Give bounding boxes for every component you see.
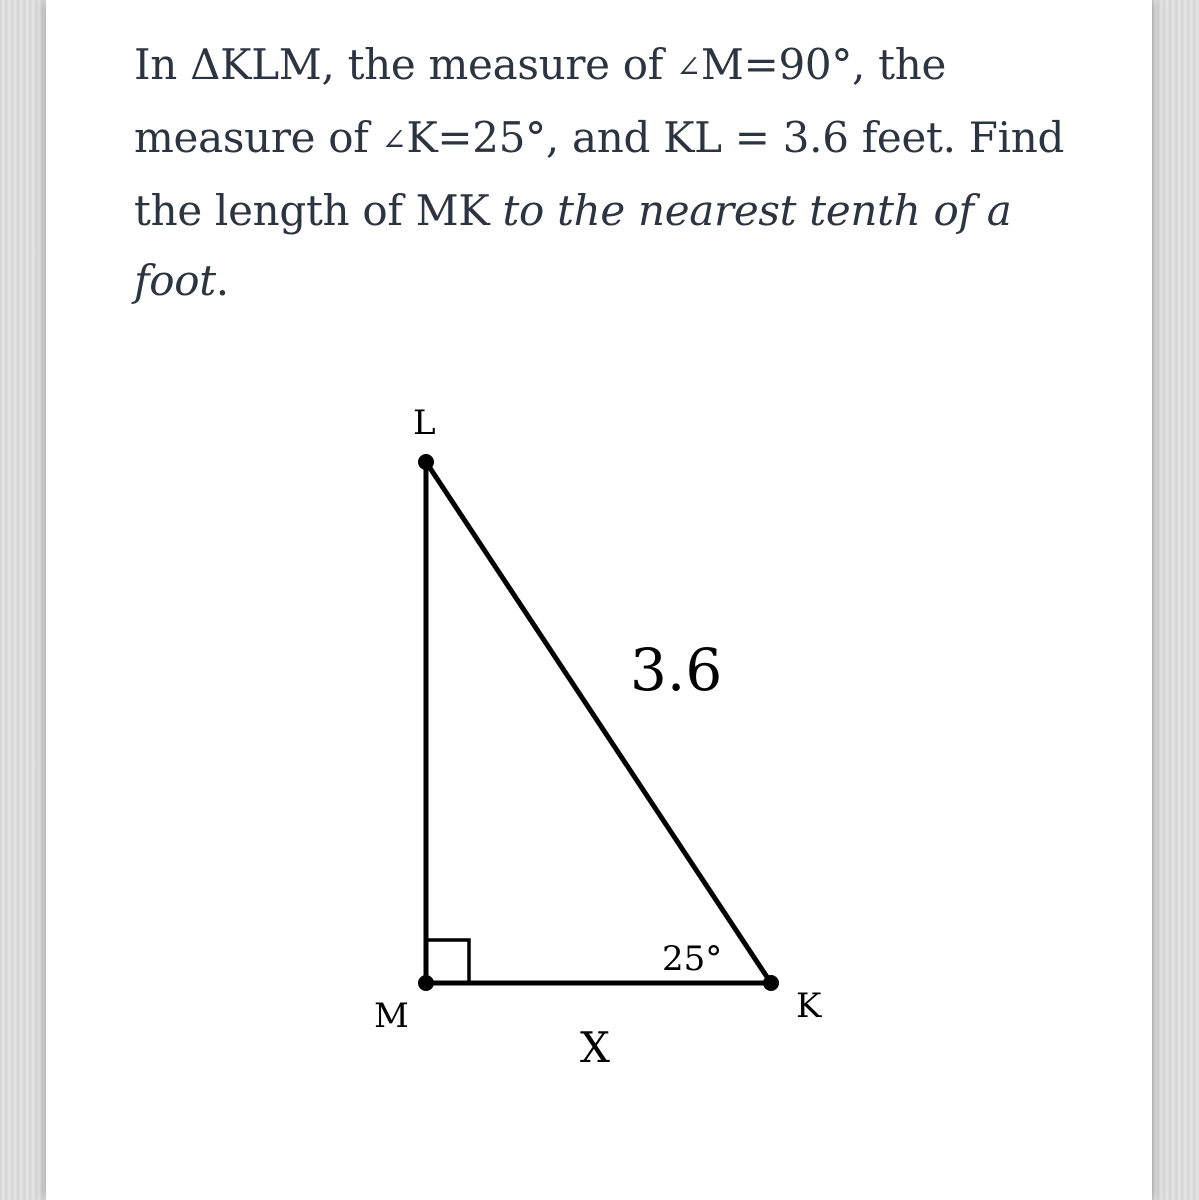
question-emphasis: to the nearest tenth of a foot bbox=[134, 186, 1012, 305]
question-part-1: In ΔKLM, the measure of bbox=[134, 40, 677, 89]
angle-k-label: 25° bbox=[662, 939, 723, 979]
question-part-2: M=90°, the measure of bbox=[134, 40, 946, 162]
vertex-point-l bbox=[418, 454, 434, 470]
vertex-point-k bbox=[763, 975, 779, 991]
vertex-label-l: L bbox=[413, 403, 436, 443]
hypotenuse-length-label: 3.6 bbox=[630, 636, 723, 704]
worksheet-page bbox=[46, 0, 1152, 1200]
triangle-diagram bbox=[46, 0, 1152, 1200]
question-part-3: K=25°, and KL = 3.6 feet. Find the length of MK bbox=[134, 113, 1065, 235]
vertex-point-m bbox=[418, 975, 434, 991]
unknown-side-label: X bbox=[580, 1023, 610, 1072]
angle-symbol-icon: ∠ bbox=[381, 123, 407, 158]
side-kl bbox=[426, 462, 771, 983]
triangle-klm bbox=[426, 462, 771, 983]
vertex-label-k: K bbox=[796, 986, 822, 1026]
angle-symbol-icon: ∠ bbox=[676, 50, 701, 85]
vertex-label-m: M bbox=[374, 996, 409, 1036]
question-part-4: . bbox=[215, 256, 229, 305]
right-angle-marker bbox=[426, 940, 469, 983]
